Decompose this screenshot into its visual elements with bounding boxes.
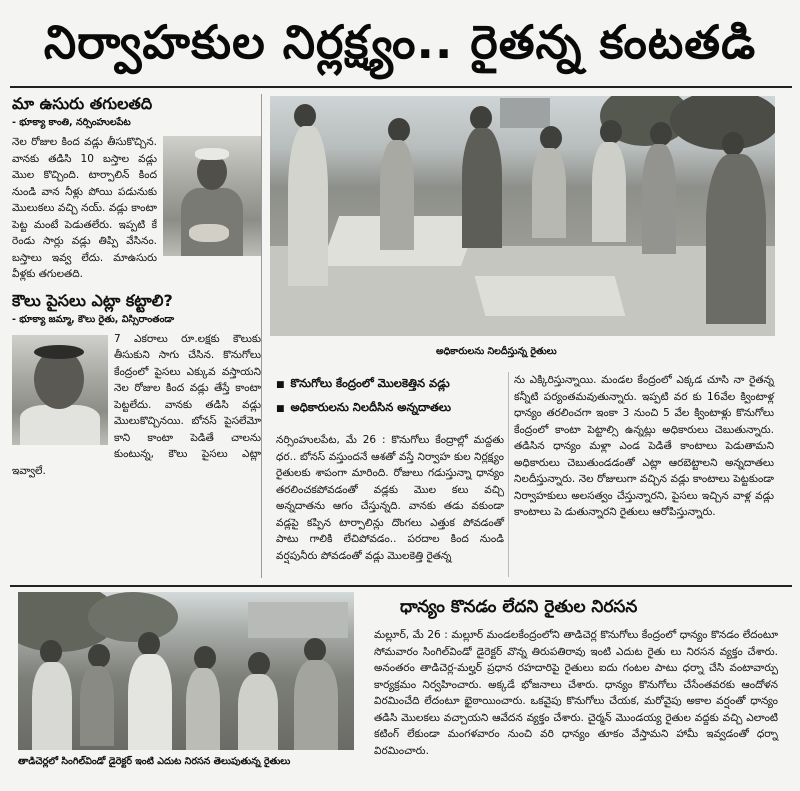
bullet-item: ■ కొనుగోలు కేంద్రంలో మొలకెత్తిన వడ్లు <box>276 372 516 396</box>
story1-heading: మా ఉసురు తగులతది <box>12 94 153 113</box>
bottom-story-text: మల్లూర్, మే 26 : మల్లూర్ మండలకేంద్రంలోని తాడిచెర్ల కొనుగోలు కేంద్రంలో ధాన్యం కొనడం లేదంటూ సోమవారం సింగిల్‌విండో డైరెక్టర్ వొన్న తిరుపతిరావు ఇంటి ఎదుట రైతు లు నిరసన వ్యక్తం చేశారు. అనంతరం తాడిచెర్ల-మల్హర్ ప్రధాన రహదారిపై రైతులు ఐదు గంటల పాటు ధర్నా చేసి వంటావార్పు కార్యక్రమం నిర్వహించారు. అక్కడే భోజనాలు చేశారు. ధాన్యం కొనుగోలు చేసేంతవరకు ఆందోళన విరమించేది లేదంటూ భైఠాయించారు. ఒకవైపు కొనుగోలు చేయక, మరోవైపు అకాల వర్షంతో ధాన్యం తడిసి మొలకలు వచ్చాయని ఆవేదన వ్యక్తం చేశారు. చైర్మన్ మొండయ్య రైతుల వద్దకు వచ్చి ఎలాంటి కటింగ్ లేకుండా మంగళవారం నుంచి వరి ధాన్యం తూకం వేస్తామని హామీ ఇవ్వడంతో ధర్నా విరమించారు. <box>374 629 778 757</box>
protest-photo-caption: తాడిచెర్లలో సింగిల్‌విండో డైరెక్టర్ ఇంటి ఎదుట నిరసన తెలుపుతున్న రైతులు <box>18 756 291 767</box>
protest-photo <box>18 592 354 750</box>
main-photo <box>270 96 775 336</box>
story2-byline: - భూక్యా జమ్మా, కౌలు రైతు, విస్సిరాంతండా <box>12 313 175 325</box>
bullet-item: ■ అధికారులను నిలదీసిన అన్నదాతలు <box>276 396 516 420</box>
left-column <box>12 94 262 578</box>
story1-text: నెల రోజుల కింద వడ్లు తీసుకొచ్చిన. వానకు తడిసి 10 బస్తాల వడ్లు మొల కొచ్చింది. టార్పాలిన్ కింద నుండి వాన నీళ్లు పోయి పడునుకు మొలుకలు వచ్చి నయ్. వడ్లు కాంటా పెట్ట మంటే పెడుతలేరు. ఇప్పటి కే రెండు సార్లు వడ్లు తిప్పి వేసినం. బస్తాలు ఇవ్వ లేదు. మాఉసురు వీళ్లకు తగులతది. <box>12 136 157 280</box>
section-rule <box>10 585 792 587</box>
story2-heading: కౌలు పైసలు ఎట్లా కట్టాలి? <box>12 290 173 310</box>
column-divider <box>508 372 509 577</box>
story1-byline: - భూక్యా కాంతి, నర్సింహులపేట <box>12 117 131 128</box>
main-photo-caption: అధికారులను నిలదీస్తున్న రైతులు <box>436 346 557 357</box>
bottom-story-heading: ధాన్యం కొనడం లేదని రైతుల నిరసన <box>400 597 638 617</box>
main-story-column-2: ను ఎక్కిరిస్తున్నాయి. మండల కేంద్రంలో ఎక్కడ చూసి నా రైతన్న కన్నీటి పర్యంతమవుతున్నారు. ఇప్పటి వర కు 16వేల క్వింటాళ్ల ధాన్యం తరలించగా ఇంకా 3 నుంచి 5 వేల క్వింటాళ్లు కొనుగోలు కేంద్రంలో కాంటా పెట్టాల్సి ఉన్నట్లు అధికారులు చెబుతున్నారు. తడిసిన ధాన్యం మళ్లా ఎండ పెడితే కాంటాలు పెడుతామని అధికారులు చెబుతుండడంతో ఎట్లా ఆరబెట్టాలని అన్నదాతలు నిలదీస్తున్నారు. నెల రోజులుగా వచ్చిన వడ్లు కాంటాలు పెట్టకుండా నిర్వాహకులు అలసత్వం చేస్తున్నారని, పైసలు ఇచ్చిన వాళ్ల వడ్లు కాంటాలు పె డుతున్నారని రైతులు ఆరోపిస్తున్నారు. <box>514 374 774 518</box>
headline: నిర్వాహకుల నిర్లక్ష్యం.. రైతన్న కంటతడి <box>43 15 757 69</box>
main-story-column-1: నర్సింహులపేట, మే 26 : కొనుగోలు కేంద్రాల్లో మద్దతు ధర.. బోనస్ వస్తుందనే ఆశతో వస్తే నిర్వాహ కుల నిర్లక్ష్యం రైతులకు శాపంగా మారింది. రోజులు గడుస్తున్నా ధాన్యం తరలించకపోవడంతో వడ్లకు మొల కలు వచ్చి అన్నదాతను ఆగం చేస్తున్నది. వానకు తడు వకుండా వడ్లపై కప్పిన టార్పాలిన్లు దొంగలు ఎత్తుక పోవడంతో పాటు గాలికి లేచిపోవడం.. పరదాల కింద నుండి వర్షపునీరు పోవడంతో వడ్లు మొలకెత్తి రైతన్న <box>276 434 504 562</box>
story2-text: 7 ఎకరాలు రూ.లక్షకు కౌలుకు తీసుకుని సాగు చేసిన. కొనుగోలు కేంద్రంలో పైసలు ఎక్కువ వస్తాయని నెల రోజుల కింద వడ్లు తేస్తే కాంటా పెట్టలేదు. వానకు తడిసి వడ్లు మొలుకొచ్చినయి. బోనస్ పైసలేమో కాని కాంటా పెడితే చాలను కుంటున్న, కౌలు పైసలు ఎట్లా ఇవ్వాలే. <box>12 332 261 477</box>
story-bullets <box>276 372 516 420</box>
top-rule <box>10 86 792 88</box>
old-farmer-photo <box>12 335 108 445</box>
woman-farmer-photo <box>163 136 261 256</box>
